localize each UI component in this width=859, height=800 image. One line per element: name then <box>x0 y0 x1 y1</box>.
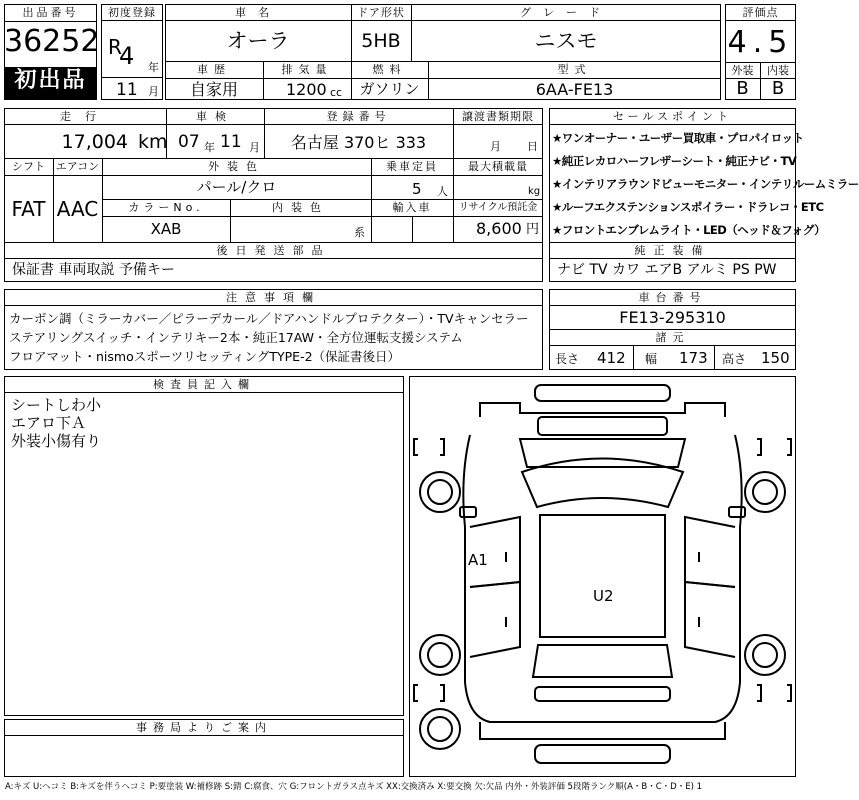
height-value: 150 <box>761 349 790 367</box>
sales-point-2: ★純正レカロハーフレザーシート・純正ナビ・TV <box>552 154 797 168</box>
import-label: 輸入車 <box>392 201 432 214</box>
sales-point-5: ★フロントエンブレムライト・LED（ヘッド＆フォグ） <box>552 223 826 237</box>
fuel-value: ガソリン <box>359 80 420 98</box>
dimensions-label: 諸元 <box>655 331 690 344</box>
max-load-label: 最大積載量 <box>468 160 528 173</box>
length-value: 412 <box>597 349 626 367</box>
capacity-unit: 人 <box>437 185 448 198</box>
recycle-unit: 円 <box>526 222 540 237</box>
inspector-notes <box>11 396 101 450</box>
lot-label: 出品番号 <box>22 6 79 19</box>
sales-point-4: ★ルーフエクステンションスポイラー・ドラレコ・ETC <box>552 200 824 214</box>
note-line-2: ステアリングスイッチ・インテリキー2本・純正17AW・全方位運転支援システム <box>9 330 463 345</box>
inspection-month-unit: 月 <box>249 141 260 154</box>
sales-point-3: ★インテリアラウンドビューモニター・インテリルームミラー <box>552 177 859 191</box>
transfer-label: 譲渡書類期限 <box>462 110 534 123</box>
transfer-month-unit: 月 <box>490 140 501 153</box>
aircon-value: AAC <box>56 197 99 221</box>
displacement-value: 1200 <box>286 80 327 99</box>
displacement-label: 排気量 <box>281 63 333 76</box>
capacity-value: 5 <box>412 180 422 198</box>
displacement-unit: cc <box>330 86 343 99</box>
note-line-1: カーボン調（ミラーカバー／ピラーデカール／ドアハンドルプロテクター）・TVキャンセラー <box>9 311 529 326</box>
recycle-value: 8,600 <box>476 219 522 238</box>
sales-points-label: セールスポイント <box>612 110 732 123</box>
first-listing-badge: 初出品 <box>14 68 87 93</box>
note-line-3: フロアマット・nismoスポーツリセッティングTYPE-2（保証書後日） <box>9 349 401 364</box>
exterior-color-label: 外装色 <box>208 160 265 173</box>
door-type: 5HB <box>361 30 401 52</box>
shift-label: シフト <box>12 160 45 173</box>
int-score: B <box>771 78 785 99</box>
sales-points-list <box>552 127 859 242</box>
score-value: 4.5 <box>727 25 794 60</box>
max-load-unit: kg <box>528 186 541 197</box>
capacity-label: 乗車定員 <box>386 160 438 173</box>
diagram-mark-u2: U2 <box>593 587 614 605</box>
registration-year: 4 <box>119 42 135 70</box>
history-label: 車歴 <box>197 63 231 76</box>
recycle-label: リサイクル預託金 <box>458 202 538 213</box>
inspector-line-1: シートしわ小 <box>11 396 102 414</box>
model-value: 6AA-FE13 <box>535 80 614 99</box>
notes-label: 注意事項欄 <box>226 291 321 304</box>
notes-text <box>9 309 539 366</box>
later-parts-value: 保証書 車両取説 予備キー <box>12 262 175 278</box>
sales-point-1: ★ワンオーナー・ユーザー買取車・プロパイロット <box>552 131 804 145</box>
registration-era: R <box>108 35 122 59</box>
transfer-day-unit: 日 <box>527 140 538 153</box>
grade-label: グレード <box>520 6 612 19</box>
equipment-label: 純正装備 <box>634 244 711 257</box>
plate-value: 名古屋 370ヒ 333 <box>290 133 427 152</box>
model-label: 型式 <box>557 63 592 76</box>
inspection-year: 07 <box>178 132 200 152</box>
registration-label: 初度登録 <box>108 6 156 19</box>
score-label: 評価点 <box>742 6 779 19</box>
height-label: 高さ <box>722 352 747 366</box>
equipment-value: ナビ TV カワ エアB アルミ PS PW <box>557 262 777 278</box>
history-value: 自家用 <box>189 80 238 99</box>
plate-label: 登録番号 <box>326 110 391 123</box>
diagram-mark-a1: A1 <box>468 551 488 569</box>
width-value: 173 <box>679 349 708 367</box>
lot-number: 36252 <box>4 24 100 59</box>
length-label: 長さ <box>555 352 580 366</box>
office-label: 事務局よりご案内 <box>136 721 272 734</box>
interior-color-unit: 系 <box>354 226 365 239</box>
color-no-value: XAB <box>150 220 182 238</box>
aircon-label: エアコン <box>55 160 100 173</box>
chassis-label: 車台番号 <box>638 291 707 304</box>
inspection-year-unit: 年 <box>204 141 215 154</box>
mileage-value: 17,004 <box>61 131 128 153</box>
inspector-line-3: 外装小傷有り <box>11 432 102 450</box>
color-no-label: カラーNo. <box>128 201 204 214</box>
interior-color-label: 内装色 <box>272 201 329 214</box>
car-diagram <box>410 377 795 776</box>
later-parts-label: 後日発送部品 <box>216 244 331 257</box>
inspector-label: 検査員記入欄 <box>153 378 255 391</box>
car-name: オーラ <box>226 29 290 53</box>
shift-value: FAT <box>11 197 46 221</box>
width-label: 幅 <box>645 352 658 366</box>
registration-year-unit: 年 <box>148 61 159 74</box>
fuel-label: 燃料 <box>372 63 407 76</box>
ext-score: B <box>736 78 749 99</box>
ext-score-label: 外装 <box>731 64 754 77</box>
registration-month-unit: 月 <box>148 85 159 98</box>
exterior-color-value: パール/クロ <box>196 178 277 196</box>
registration-month: 11 <box>116 80 138 100</box>
int-score-label: 内装 <box>767 64 789 77</box>
legend-text: A:キズ U:ヘコミ B:キズを伴うヘコミ P:要塗装 W:補修跡 S:錆 C:腐食、穴 G:フロントガラス点キズ XX:交換済み X:要交換 欠:欠品 内外・外装評価 5段階ランク順(A・B・C・D・E) 1 <box>5 782 703 792</box>
chassis-value: FE13-295310 <box>619 308 726 327</box>
inspector-line-2: エアロ下Ａ <box>11 414 87 432</box>
grade: ニスモ <box>534 29 598 53</box>
inspection-label: 車検 <box>196 110 234 123</box>
inspection-month: 11 <box>220 132 242 152</box>
mileage-unit: km <box>138 131 168 153</box>
mileage-label: 走行 <box>60 110 110 123</box>
car-name-label: 車名 <box>235 6 281 19</box>
door-label: ドア形状 <box>357 6 405 19</box>
